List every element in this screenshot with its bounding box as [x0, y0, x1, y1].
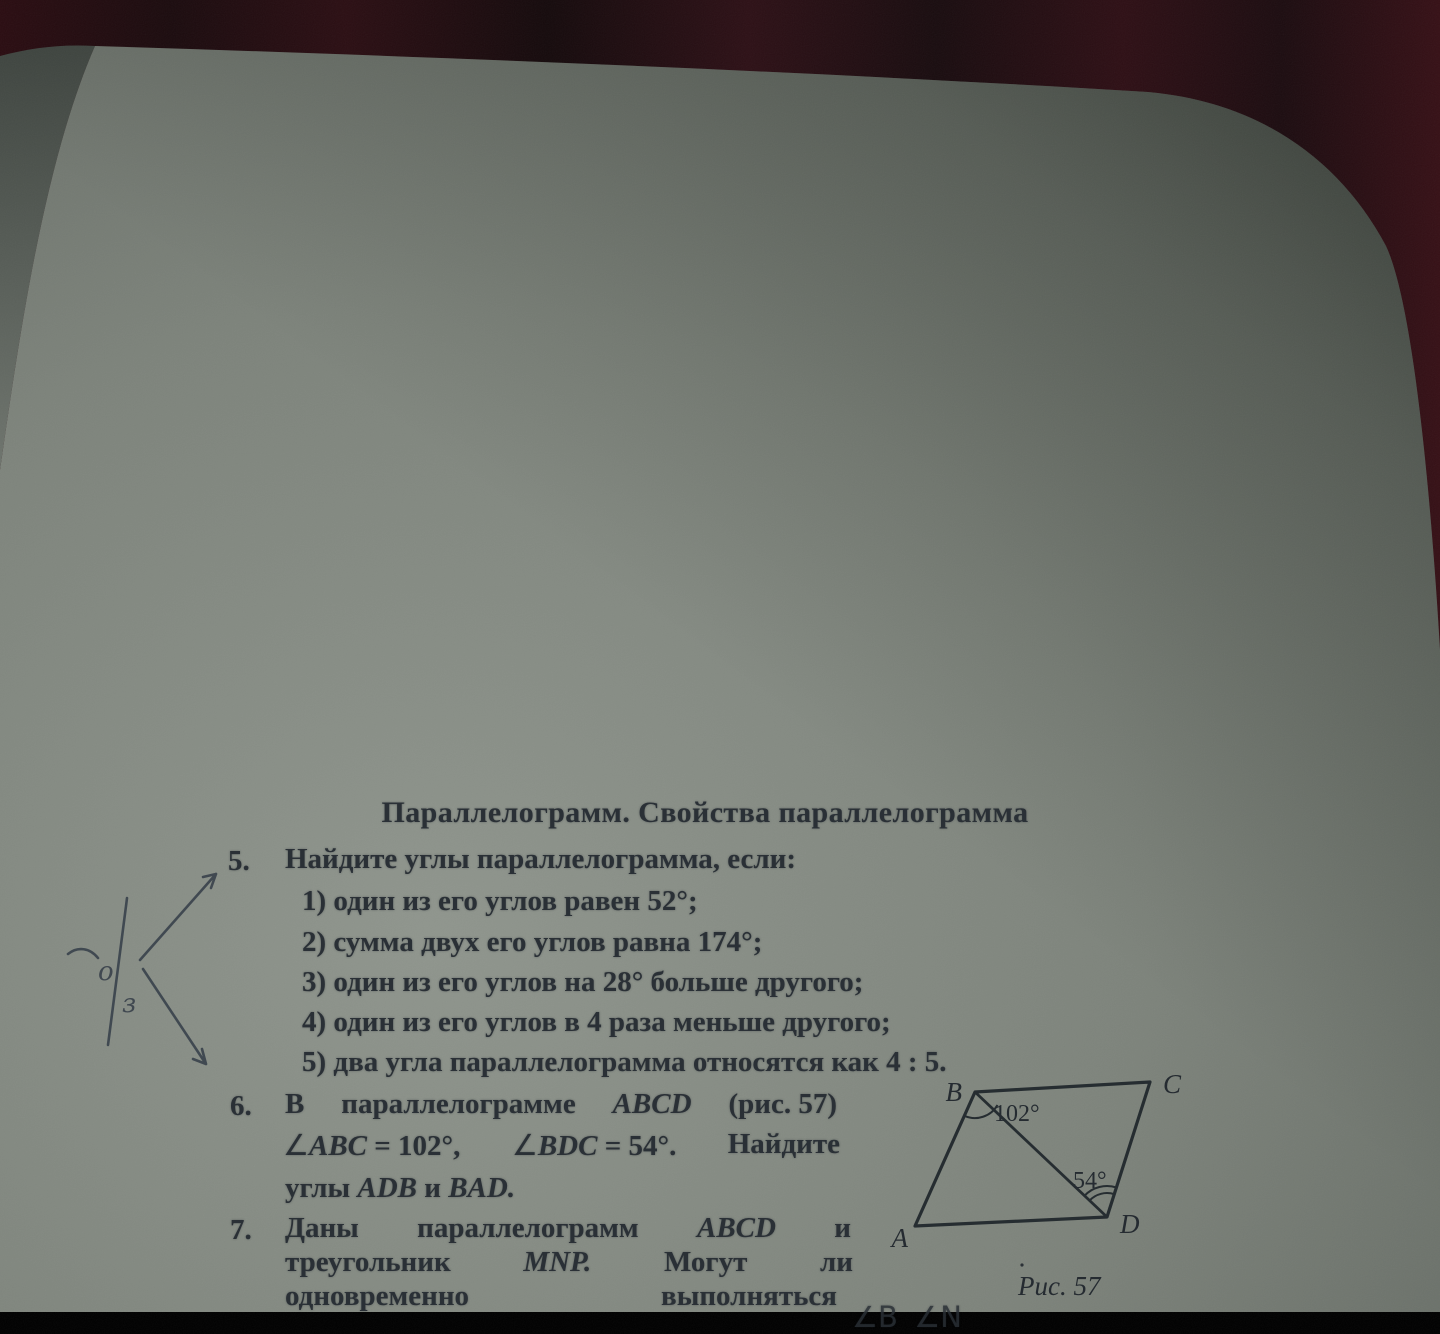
- section-title: Параллелограмм. Свойства параллелограмма: [381, 796, 1029, 829]
- angle-n-partial: ∠N: [914, 1300, 962, 1334]
- word: выполняться: [661, 1280, 837, 1312]
- pencil-arrow-down: [143, 969, 206, 1064]
- word-adb: ADB: [357, 1172, 417, 1204]
- problem7-number: 7.: [230, 1214, 252, 1246]
- stray-ink-dot: [1020, 1263, 1023, 1266]
- word: В: [285, 1088, 305, 1120]
- problem6-number: 6.: [230, 1090, 252, 1122]
- problem5-item-3: 3) один из его углов на 28° больше другого;: [302, 966, 864, 998]
- word: Даны: [285, 1212, 359, 1244]
- word: ли: [819, 1246, 853, 1278]
- angle-letters: BDC: [537, 1130, 598, 1162]
- problem7-line1: [285, 1212, 851, 1245]
- pencil-curl: [68, 949, 98, 958]
- problem5-statement: Найдите углы параллелограмма, если:: [285, 843, 796, 875]
- vertex-label-b: B: [945, 1077, 962, 1107]
- angle-symbol: ∠: [511, 1128, 538, 1162]
- problem7-line2: [285, 1246, 853, 1279]
- angle-value: = 102°,: [374, 1130, 461, 1162]
- problem6-line2: [283, 1128, 840, 1163]
- word-abcd: ABCD: [612, 1088, 692, 1120]
- handwritten-margin-marks: [40, 840, 300, 1090]
- word-bad: BAD.: [448, 1172, 516, 1204]
- angle-symbol: ∠: [283, 1128, 309, 1162]
- word: треугольник: [285, 1246, 451, 1278]
- problem5-item-4: 4) один из его углов в 4 раза меньше другого;: [302, 1006, 891, 1038]
- word: параллелограмм: [417, 1212, 639, 1244]
- vertex-label-a: A: [891, 1223, 908, 1253]
- word: углы: [285, 1172, 351, 1204]
- pencil-letter-o: о: [98, 957, 114, 987]
- angle-value: = 54°.: [604, 1130, 677, 1162]
- word: параллелограмме: [341, 1088, 576, 1120]
- angle-abc-equation: [283, 1128, 460, 1163]
- vertex-label-d: D: [1120, 1209, 1140, 1239]
- figure-57-parallelogram: [870, 1055, 1240, 1313]
- angle-bdc-equation: [512, 1128, 677, 1163]
- problem5-item-2: 2) сумма двух его углов равна 174°;: [302, 926, 763, 958]
- problem7-line3: [285, 1280, 837, 1313]
- figure-caption: Рис. 57: [1018, 1271, 1101, 1301]
- pencil-letter-z: з: [122, 989, 137, 1019]
- word: и: [834, 1212, 851, 1244]
- word-mnp: MNP.: [523, 1246, 592, 1278]
- word: одновременно: [285, 1280, 470, 1312]
- problem5-number: 5.: [228, 845, 250, 877]
- word: Найдите: [727, 1128, 840, 1160]
- word: (рис. 57): [728, 1088, 837, 1120]
- problem5-item-1: 1) один из его углов равен 52°;: [302, 885, 698, 917]
- problem6-line1: [285, 1088, 837, 1121]
- problem5-item-5: 5) два угла параллелограмма относятся как 4 : 5.: [302, 1046, 947, 1078]
- angle-arc-d-inner: [1090, 1193, 1115, 1200]
- angle-label-54: 54°: [1073, 1168, 1107, 1194]
- pencil-sketch: [40, 840, 300, 1090]
- vertex-label-c: C: [1163, 1069, 1182, 1099]
- angle-letters: ABC: [309, 1130, 368, 1162]
- parallelogram-diagram: [870, 1055, 1240, 1313]
- problem6-line3: [285, 1172, 515, 1205]
- pencil-arrow-up: [140, 874, 216, 960]
- angle-label-102: 102°: [994, 1101, 1040, 1127]
- angle-b-partial: ∠B: [852, 1300, 898, 1334]
- word: и: [424, 1172, 441, 1204]
- word-abcd: ABCD: [696, 1212, 776, 1244]
- word: Могут: [663, 1246, 748, 1278]
